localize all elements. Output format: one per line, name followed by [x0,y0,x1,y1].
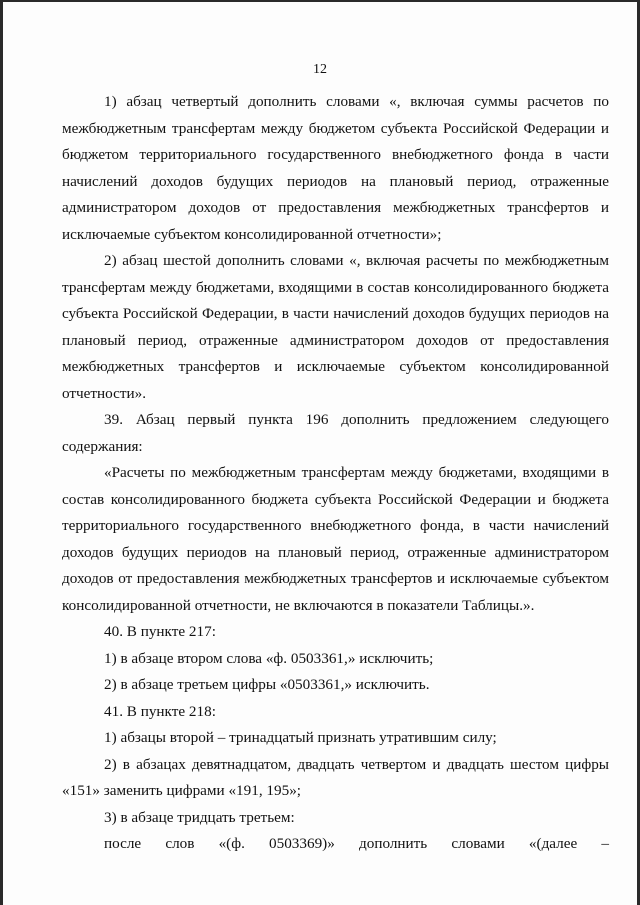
page-number: 12 [313,62,327,77]
paragraph-point-40-item-2: 2) в абзаце третьем цифры «0503361,» исключить. [104,676,430,693]
paragraph-point-40: 40. В пункте 217: [104,623,216,640]
paragraph-point-41: 41. В пункте 218: [104,702,216,720]
scan-edge-left [0,0,3,905]
scan-edge-top [0,0,640,2]
paragraph-point-41-item-3: 3) в абзаце тридцать третьем: [104,808,295,826]
paragraph-point-41-item-1: 1) абзацы второй – тринадцатый признать утратившим силу; [104,729,497,746]
paragraph-point-39: 39. Абзац первый пункта 196 дополнить предложением следующего содержания: [62,411,609,455]
paragraph-point-40-item-1: 1) в абзаце втором слова «ф. 0503361,» исключить; [104,649,434,667]
paragraph-continuation: после слов «(ф. 0503369)» дополнить словами «(далее – [104,835,609,852]
paragraph-item-2-addition: 2) абзац шестой дополнить словами «, включая расчеты по межбюджетным трансфертам между бюджетами, входящими в состав консолидированного бюджета субъекта Российской Федерации, в части начислений доходов будущих периодов на плановый период, отраженные администратором доходов от предоставления межбюджетных трансфертов и исключаемые субъектом консолидированной отчетности». [62,252,609,402]
document-body [62,89,609,858]
paragraph-point-41-item-2: 2) в абзацах девятнадцатом, двадцать четвертом и двадцать шестом цифры «151» заменить цифрами «191, 195»; [62,755,609,799]
paragraph-item-1-addition: 1) абзац четвертый дополнить словами «, включая суммы расчетов по межбюджетным трансфертам между бюджетом субъекта Российской Федерации и бюджетом территориального государственного внебюджетного фонда в части начислений доходов будущих периодов на плановый период, отраженные администратором доходов от предоставления межбюджетных трансфертов и исключаемые субъектом консолидированной отчетности»; [62,93,609,243]
paragraph-quoted-text: «Расчеты по межбюджетным трансфертам между бюджетами, входящими в состав консолидированного бюджета субъекта Российской Федерации и бюджета территориального государственного внебюджетного фонда, в части начислений доходов будущих периодов на плановый период, отраженные администратором доходов от предоставления межбюджетных трансфертов и исключаемые субъектом консолидированной отчетности, не включаются в показатели Таблицы.». [62,464,609,614]
